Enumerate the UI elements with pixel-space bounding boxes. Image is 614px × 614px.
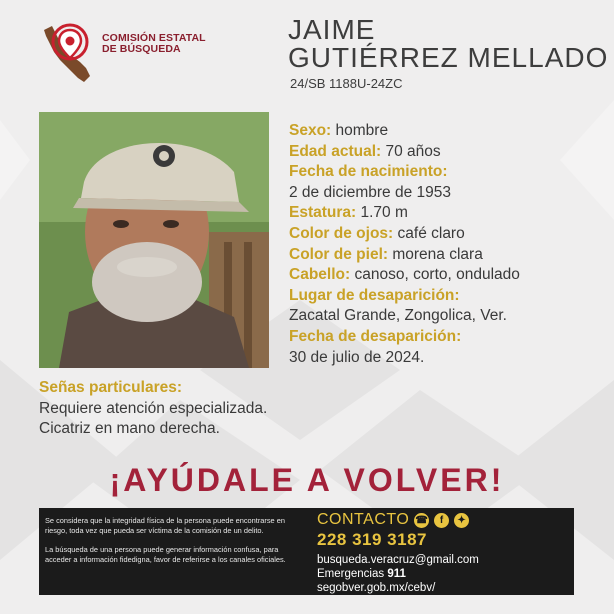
disclaimer-risk: Se considera que la integridad física de la persona puede encontrarse en riesgo, toda vez que pueda ser víctima de la comisión de un delito. (45, 516, 285, 535)
disclaimer (45, 516, 305, 565)
detail-value: morena clara (392, 245, 483, 263)
detail-label: Fecha de desaparición: (289, 327, 462, 345)
detail-fecha-desaparicion (289, 327, 609, 348)
detail-ojos (289, 224, 609, 245)
detail-value: 2 de diciembre de 1953 (289, 183, 452, 201)
phone-icon: ☎ (415, 514, 429, 526)
emergency-label: Emergencias (317, 568, 385, 580)
agency-name-line1: COMISIÓN ESTATAL (102, 32, 206, 44)
disclaimer-official-channels: La búsqueda de una persona puede generar información confusa, para acceder a información fidedigna, favor de referirse a los canales oficiales. (45, 545, 286, 564)
detail-value: canoso, corto, ondulado (354, 266, 520, 284)
detail-lugar (289, 286, 609, 307)
detail-piel (289, 245, 609, 266)
emergency-line (317, 568, 572, 580)
detail-label: Color de ojos: (289, 224, 394, 242)
detail-label: Color de piel: (289, 245, 389, 263)
contact-phone[interactable]: 228 319 3187 (317, 530, 427, 549)
detail-value: Zacatal Grande, Zongolica, Ver. (289, 307, 507, 325)
detail-sexo (289, 121, 609, 142)
emergency-number[interactable]: 911 (387, 568, 406, 580)
detail-label: Fecha de nacimiento: (289, 163, 448, 181)
detail-label: Sexo: (289, 122, 332, 139)
detail-label: Cabello: (289, 266, 351, 284)
person-last-names: GUTIÉRREZ MELLADO (288, 42, 609, 73)
detail-estatura (289, 203, 609, 224)
agency-name (102, 33, 206, 55)
call-to-action: ¡AYÚDALE A VOLVER! (109, 462, 505, 498)
detail-label: Edad actual: (289, 142, 382, 160)
detail-fecha-desaparicion-value (289, 348, 609, 369)
contact-email[interactable]: busqueda.veracruz@gmail.com (317, 554, 479, 566)
detail-lugar-value (289, 306, 609, 327)
detail-value: café claro (397, 224, 465, 242)
person-details (289, 121, 609, 368)
distinguishing-marks (39, 378, 267, 440)
person-first-name: JAIME (288, 14, 376, 45)
detail-value: hombre (335, 122, 389, 139)
contact-title (317, 511, 572, 529)
detail-nacimiento-value (289, 183, 609, 204)
distinguishing-marks-label: Señas particulares: (39, 379, 183, 396)
person-name (288, 16, 608, 72)
detail-label: Estatura: (289, 204, 357, 222)
contact-block (317, 511, 572, 594)
agency-logo (40, 20, 230, 86)
person-photo (39, 112, 269, 368)
detail-edad (289, 142, 609, 163)
agency-name-line2: DE BÚSQUEDA (102, 43, 181, 55)
facebook-icon: f (434, 513, 449, 528)
distinguishing-mark-1: Requiere atención especializada. (39, 399, 268, 417)
contact-website[interactable]: segobver.gob.mx/cebv/ (317, 582, 436, 594)
detail-label: Lugar de desaparición: (289, 286, 460, 304)
case-id: 24/SB 1188U-24ZC (290, 76, 403, 91)
detail-nacimiento (289, 162, 609, 183)
distinguishing-mark-2: Cicatriz en mano derecha. (39, 420, 220, 438)
detail-cabello (289, 265, 609, 286)
detail-value: 1.70 m (360, 204, 408, 222)
twitter-icon: ✦ (454, 513, 469, 528)
contact-title-text: CONTACTO (317, 511, 410, 528)
detail-value: 30 de julio de 2024. (289, 348, 425, 366)
detail-value: 70 años (385, 142, 441, 160)
veracruz-map-icon (40, 20, 100, 86)
footer-panel (39, 508, 574, 595)
